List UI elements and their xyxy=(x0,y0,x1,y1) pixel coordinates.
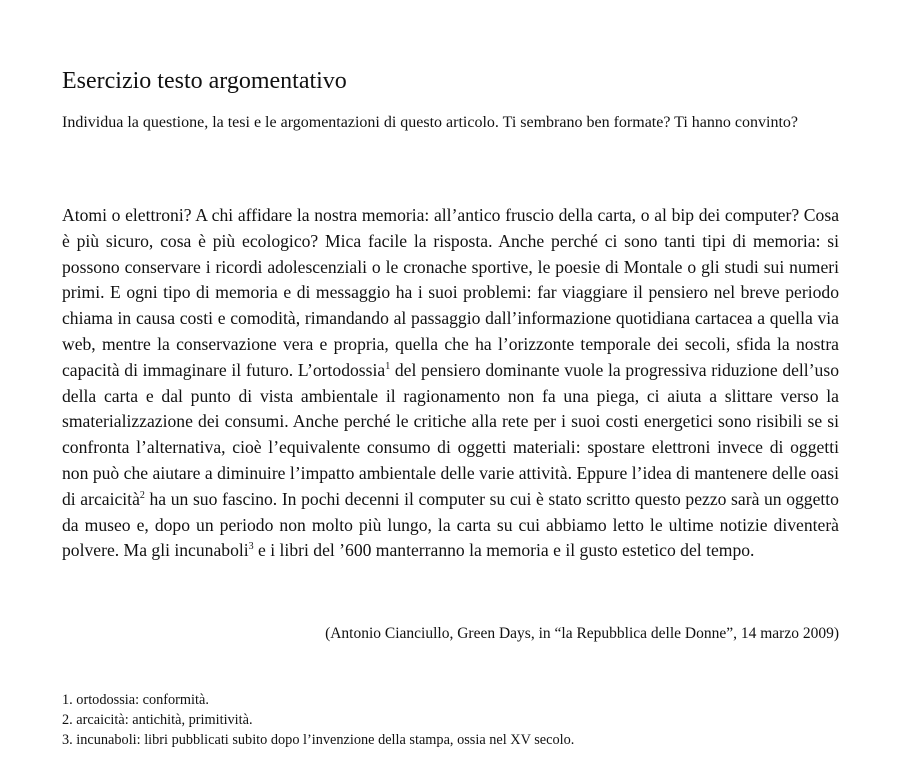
footnotes-list xyxy=(62,690,574,750)
footnote-item: 2. arcaicità: antichità, primitività. xyxy=(62,712,253,728)
page-title: Esercizio testo argomentativo xyxy=(62,68,347,94)
exercise-instructions: Individua la questione, la tesi e le argomentazioni di questo articolo. Ti sembrano ben formate? Ti hanno convinto? xyxy=(62,114,798,131)
article-text-part-2: del pensiero dominante vuole la progressiva riduzione dell’uso della carta e dal punto di vista ambientale il ragionamento non fa una piega, ci aiuta a slittare verso la smaterializzazione dei consumi. Anche perché le critiche alla rete per i suoi costi energetici sono risibili se si confronta l’alternativa, cioè l’equivalente consumo di oggetti materiali: spostare elettroni invece di oggetti non può che aiutare a diminuire l’impatto ambientale delle varie attività. Eppure l’idea di mantenere delle oasi di arcaicità xyxy=(62,359,839,509)
article-text-part-4: e i libri del ’600 manterranno la memoria e il gusto estetico del tempo. xyxy=(253,540,755,561)
footnote-item: 3. incunaboli: libri pubblicati subito dopo l’invenzione della stampa, ossia nel XV secolo. xyxy=(62,732,575,748)
article-body xyxy=(62,203,839,564)
footnote-item: 1. ortodossia: conformità. xyxy=(62,692,209,708)
footnote-ref-2: 2 xyxy=(139,489,145,501)
footnote-ref-3: 3 xyxy=(248,541,254,553)
article-text-part-1: Atomi o elettroni? A chi affidare la nostra memoria: all’antico fruscio della carta, o al bip dei computer? Cosa è più sicuro, cosa è più ecologico? Mica facile la risposta. Anche perché ci sono tanti tipi di memoria: si possono conservare i ricordi adolescenziali o le cronache sportive, le poesie di Montale o gli studi sui numeri primi. E ogni tipo di memoria e di messaggio ha i suoi problemi: far viaggiare il pensiero nel breve periodo chiama in causa costi e comodità, rimandando al passaggio dall’informazione quotidiana cartacea a quella via web, mentre la conservazione vera e propria, quella che ha l’orizzonte temporale dei secoli, sfida la nostra capacità di immaginare il futuro. L’ortodossia xyxy=(62,205,839,380)
article-source-citation: (Antonio Cianciullo, Green Days, in “la Repubblica delle Donne”, 14 marzo 2009) xyxy=(325,625,839,642)
footnote-ref-1: 1 xyxy=(385,360,391,372)
article-text-part-3: ha un suo fascino. In pochi decenni il computer su cui è stato scritto questo pezzo sarà un oggetto da museo e, dopo un periodo non molto più lungo, la carta su cui abbiamo letto le ultime notizie diventerà polvere. Ma gli incunaboli xyxy=(62,488,839,561)
